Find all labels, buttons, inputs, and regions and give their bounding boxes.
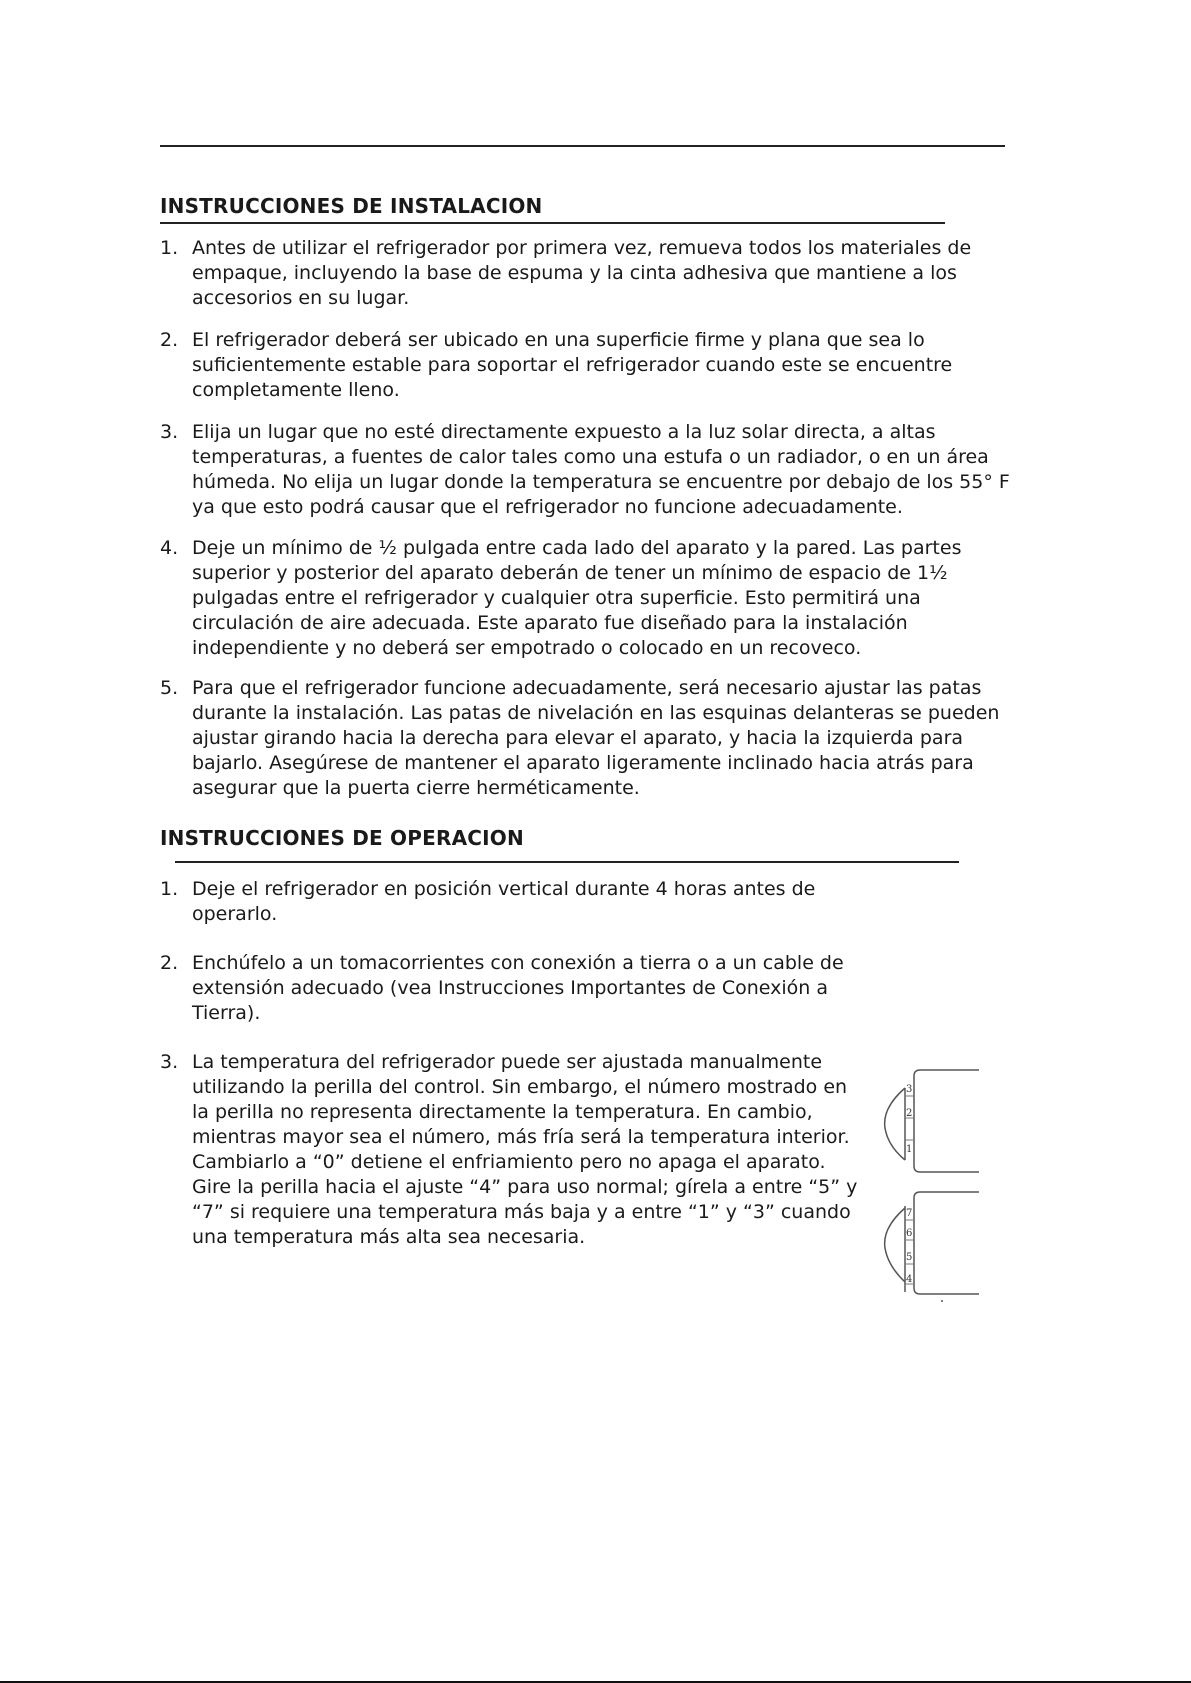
knob-label: 7 <box>906 1208 913 1219</box>
operation-item-2 <box>160 951 850 1026</box>
item-text: Enchúfelo a un tomacorrientes con conexión a tierra o a un cable de extensión adecuado (vea Instrucciones Importantes de Conexión a Tierra). <box>192 952 844 1024</box>
item-number: 3. <box>160 1051 179 1073</box>
item-number: 5. <box>160 677 179 699</box>
install-heading: INSTRUCCIONES DE INSTALACION <box>160 194 543 218</box>
top-rule <box>160 145 1005 147</box>
item-text: Deje un mínimo de ½ pulgada entre cada lado del aparato y la pared. Las partes superior y posterior del aparato deberán de tener un mínimo de espacio de 1½ pulgadas entre el refrigerador y cualquier otra superficie. Esto permitirá una circulación de aire adecuada. Este aparato fue diseñado para la instalación independiente y no deberá ser empotrado o colocado en un recoveco. <box>192 537 962 659</box>
item-text: Antes de utilizar el refrigerador por primera vez, remueva todos los materiales de empaque, incluyendo la base de espuma y la cinta adhesiva que mantiene a los accesorios en su lugar. <box>192 237 972 309</box>
knob-label: 2 <box>906 1108 913 1119</box>
install-item-3 <box>160 420 1010 520</box>
item-text: Elija un lugar que no esté directamente expuesto a la luz solar directa, a altas temperaturas, a fuentes de calor tales como una estufa o un radiador, o en un área húmeda. No elija un lugar donde la temperatura se encuentre por debajo de los 55° F ya que esto podrá causar que el refrigerador no funcione adecuadamente. <box>192 421 1010 518</box>
item-number: 4. <box>160 537 179 559</box>
install-item-1 <box>160 236 972 311</box>
knob-label: 1 <box>906 1144 913 1155</box>
operation-heading-rule <box>175 861 959 863</box>
operation-item-3 <box>160 1050 860 1250</box>
item-number: 2. <box>160 952 179 974</box>
operation-heading: INSTRUCCIONES DE OPERACION <box>160 826 524 850</box>
install-heading-rule <box>160 222 945 224</box>
knob-label: 4 <box>906 1274 913 1285</box>
knob-label: 6 <box>906 1228 913 1239</box>
item-number: 2. <box>160 329 179 351</box>
item-number: 3. <box>160 421 179 443</box>
item-number: 1. <box>160 878 179 900</box>
install-item-4 <box>160 536 1010 661</box>
knob-label: 5 <box>906 1252 913 1263</box>
operation-item-1 <box>160 877 850 927</box>
knob-label: 3 <box>906 1084 913 1095</box>
install-item-2 <box>160 328 972 403</box>
item-text: Deje el refrigerador en posición vertical durante 4 horas antes de operarlo. <box>192 878 816 925</box>
install-item-5 <box>160 676 1010 801</box>
item-text: La temperatura del refrigerador puede ser ajustada manualmente utilizando la perilla del control. Sin embargo, el número mostrado en la perilla no representa directamente la temperatura. En cambio, mientras mayor sea el número, más fría será la temperatura interior. Cambiarlo a “0” detiene el enfriamiento pero no apaga el aparato. Gire la perilla hacia el ajuste “4” para uso normal; gírela a entre “5” y “7” si requiere una temperatura más baja y a entre “1” y “3” cuando una temperatura más alta sea necesaria. <box>192 1051 858 1248</box>
item-number: 1. <box>160 237 179 259</box>
control-knob-figure-high <box>880 1188 980 1304</box>
item-text: El refrigerador deberá ser ubicado en una superficie firme y plana que sea lo suficientemente estable para soportar el refrigerador cuando este se encuentre completamente lleno. <box>192 329 953 401</box>
control-knob-figure-low <box>880 1068 980 1176</box>
item-text: Para que el refrigerador funcione adecuadamente, será necesario ajustar las patas durante la instalación. Las patas de nivelación en las esquinas delanteras se pueden ajustar girando hacia la derecha para elevar el aparato, y hacia la izquierda para bajarlo. Asegúrese de mantener el aparato ligeramente inclinado hacia atrás para asegurar que la puerta cierre herméticamente. <box>192 677 1000 799</box>
